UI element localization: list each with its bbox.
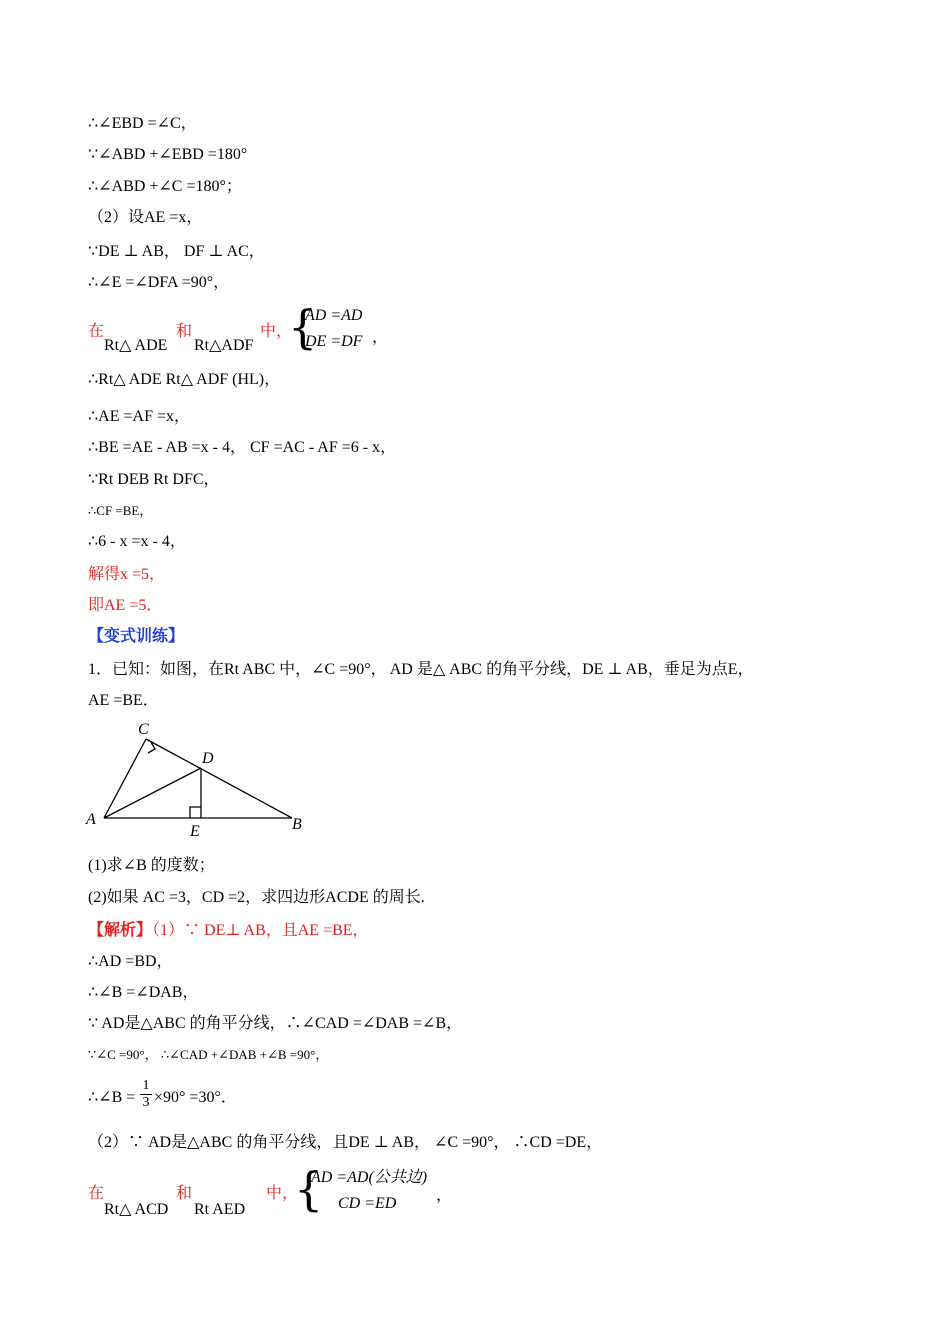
zai-label: 在 [88, 323, 105, 340]
question-1: 1．已知：如图，在Rt ABC 中，∠C =90°， AD 是△ ABC 的角平分线，DE ⊥ AB，垂足为点E， [88, 661, 754, 678]
sub-question-2: (2)如果 AC =3，CD =2，求四边形ACDE 的周长. [88, 889, 425, 906]
side-cb [146, 739, 292, 818]
line-12: ∴CF =BE， [88, 503, 153, 518]
line-2: ∵∠ABD +∠EBD =180° [88, 146, 248, 163]
label-d: D [202, 750, 214, 767]
line-13: ∴6 - x =x - 4， [88, 533, 186, 550]
label-a: A [86, 811, 96, 828]
analysis-line-1 [88, 921, 369, 941]
side-ac [104, 739, 146, 818]
brace-icon-2: { [294, 1162, 324, 1216]
analysis-line-4: ∵ AD是△ABC 的角平分线，∴∠CAD =∠DAB =∠B， [88, 1015, 463, 1032]
label-e: E [190, 823, 200, 840]
triangle-ade: Rt△ ADE [104, 337, 168, 354]
triangle-figure [80, 716, 320, 846]
system2-eq-1: AD =AD(公共边) [311, 1169, 428, 1186]
line-3: ∴∠ABD +∠C =180°； [88, 178, 242, 195]
system2-eq-2: CD =ED [338, 1195, 397, 1212]
analysis-line-6b: ×90° =30°． [154, 1089, 237, 1106]
line-10: ∴BE =AE - AB =x - 4， CF =AC - AF =6 - x， [88, 439, 397, 456]
line-1: ∴∠EBD =∠C， [88, 115, 197, 132]
analysis-line-5: ∵∠C =90°， ∴∠CAD +∠DAB +∠B =90°， [88, 1047, 329, 1062]
line-5: ∵DE ⊥ AB， DF ⊥ AC， [88, 243, 265, 260]
sub-question-1: (1)求∠B 的度数； [88, 857, 215, 874]
fraction [140, 1078, 152, 1111]
zai-label-2: 在 [88, 1185, 105, 1202]
right-angle-e-icon [190, 807, 201, 818]
line-9: ∴AE =AF =x， [88, 408, 191, 425]
label-c: C [138, 721, 149, 738]
zhong-label: 中， [260, 323, 293, 340]
line-15: 即AE =5． [88, 597, 163, 614]
analysis-tag: 【解析】 [88, 922, 153, 939]
variant-title: 【变式训练】 [88, 628, 185, 645]
system-comma: ， [372, 329, 389, 346]
line-14: 解得x =5， [88, 566, 166, 583]
analysis-1-text: （1）∵ DE⊥ AB，且AE =BE， [152, 922, 369, 939]
analysis-line-3: ∴∠B =∠DAB， [88, 984, 199, 1001]
triangle-aed: Rt AED [194, 1201, 246, 1218]
line-11: ∵Rt DEB Rt DFC， [88, 471, 220, 488]
system2-comma: ， [436, 1187, 453, 1204]
system-eq-2: DE =DF [305, 333, 363, 350]
line-4: （2）设AE =x， [88, 209, 203, 226]
label-b: B [292, 816, 302, 833]
system-eq-1: AD =AD [305, 307, 363, 324]
fraction-denominator: 3 [142, 1095, 150, 1110]
he-label-2: 和 [176, 1185, 193, 1202]
triangle-acd: Rt△ ACD [104, 1201, 169, 1218]
segment-ad [104, 768, 201, 818]
zhong-label-2: 中， [266, 1185, 299, 1202]
triangle-adf: Rt△ADF [194, 337, 254, 354]
line-8: ∴Rt△ ADE Rt△ ADF (HL)， [88, 371, 281, 388]
brace-icon: { [288, 300, 318, 354]
fraction-numerator: 1 [142, 1078, 150, 1093]
analysis-line-7: （2）∵ AD是△ABC 的角平分线，且DE ⊥ AB， ∠C =90°， ∴CD =DE， [88, 1134, 603, 1151]
he-label: 和 [176, 323, 193, 340]
line-6: ∴∠E =∠DFA =90°， [88, 274, 230, 291]
analysis-line-6a: ∴∠B = [88, 1089, 136, 1106]
analysis-line-2: ∴AD =BD， [88, 953, 173, 970]
question-1-cont: AE =BE． [88, 692, 159, 709]
